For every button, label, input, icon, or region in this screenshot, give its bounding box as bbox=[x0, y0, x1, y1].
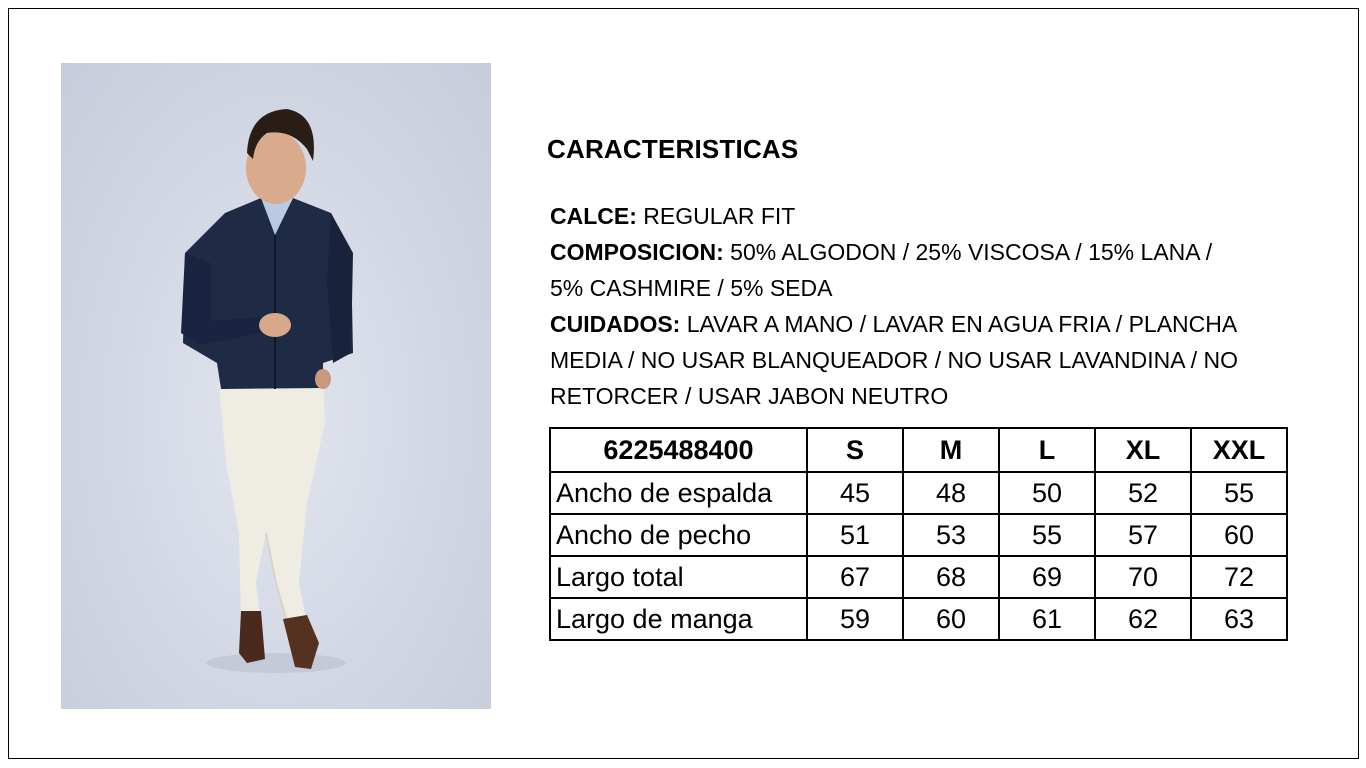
cuidados-value-end: RETORCER / USAR JABON NEUTRO bbox=[550, 383, 949, 409]
table-cell: 53 bbox=[903, 514, 999, 556]
size-header: S bbox=[807, 428, 903, 472]
composicion-value-continued: 5% CASHMIRE / 5% SEDA bbox=[550, 275, 833, 301]
composicion-line bbox=[550, 234, 1290, 270]
cuidados-line bbox=[550, 306, 1290, 342]
table-cell: 70 bbox=[1095, 556, 1191, 598]
cuidados-line-3 bbox=[550, 378, 1290, 414]
size-table-header-row bbox=[550, 428, 1287, 472]
cuidados-label: CUIDADOS: bbox=[550, 311, 681, 337]
table-cell: 62 bbox=[1095, 598, 1191, 640]
table-row bbox=[550, 514, 1287, 556]
product-photo bbox=[61, 63, 491, 709]
table-cell: 48 bbox=[903, 472, 999, 514]
composicion-value: 50% ALGODON / 25% VISCOSA / 15% LANA / bbox=[730, 239, 1213, 265]
cuidados-value: LAVAR A MANO / LAVAR EN AGUA FRIA / PLANCHA bbox=[686, 311, 1238, 337]
table-cell: 57 bbox=[1095, 514, 1191, 556]
product-code: 6225488400 bbox=[550, 428, 807, 472]
table-cell: 55 bbox=[999, 514, 1095, 556]
size-table bbox=[549, 427, 1288, 641]
table-cell: 60 bbox=[903, 598, 999, 640]
table-row bbox=[550, 556, 1287, 598]
table-cell: 63 bbox=[1191, 598, 1287, 640]
model-figure bbox=[61, 63, 491, 709]
product-specs bbox=[550, 198, 1290, 414]
table-row bbox=[550, 598, 1287, 640]
size-header: M bbox=[903, 428, 999, 472]
table-cell: 59 bbox=[807, 598, 903, 640]
table-cell: 50 bbox=[999, 472, 1095, 514]
row-label: Largo de manga bbox=[550, 598, 807, 640]
table-cell: 61 bbox=[999, 598, 1095, 640]
composicion-label: COMPOSICION: bbox=[550, 239, 724, 265]
table-row bbox=[550, 472, 1287, 514]
row-label: Largo total bbox=[550, 556, 807, 598]
size-header: XXL bbox=[1191, 428, 1287, 472]
size-header: XL bbox=[1095, 428, 1191, 472]
calce-label: CALCE: bbox=[550, 203, 637, 229]
table-cell: 55 bbox=[1191, 472, 1287, 514]
table-cell: 52 bbox=[1095, 472, 1191, 514]
table-cell: 72 bbox=[1191, 556, 1287, 598]
table-cell: 67 bbox=[807, 556, 903, 598]
calce-value: REGULAR FIT bbox=[643, 203, 796, 229]
table-cell: 68 bbox=[903, 556, 999, 598]
composicion-line-2 bbox=[550, 270, 1290, 306]
table-cell: 51 bbox=[807, 514, 903, 556]
cuidados-line-2 bbox=[550, 342, 1290, 378]
table-cell: 45 bbox=[807, 472, 903, 514]
page-title: CARACTERISTICAS bbox=[547, 134, 799, 164]
calce-line bbox=[550, 198, 1290, 234]
table-cell: 60 bbox=[1191, 514, 1287, 556]
size-header: L bbox=[999, 428, 1095, 472]
table-cell: 69 bbox=[999, 556, 1095, 598]
row-label: Ancho de pecho bbox=[550, 514, 807, 556]
row-label: Ancho de espalda bbox=[550, 472, 807, 514]
cuidados-value-continued: MEDIA / NO USAR BLANQUEADOR / NO USAR LAVANDINA / NO bbox=[550, 347, 1239, 373]
